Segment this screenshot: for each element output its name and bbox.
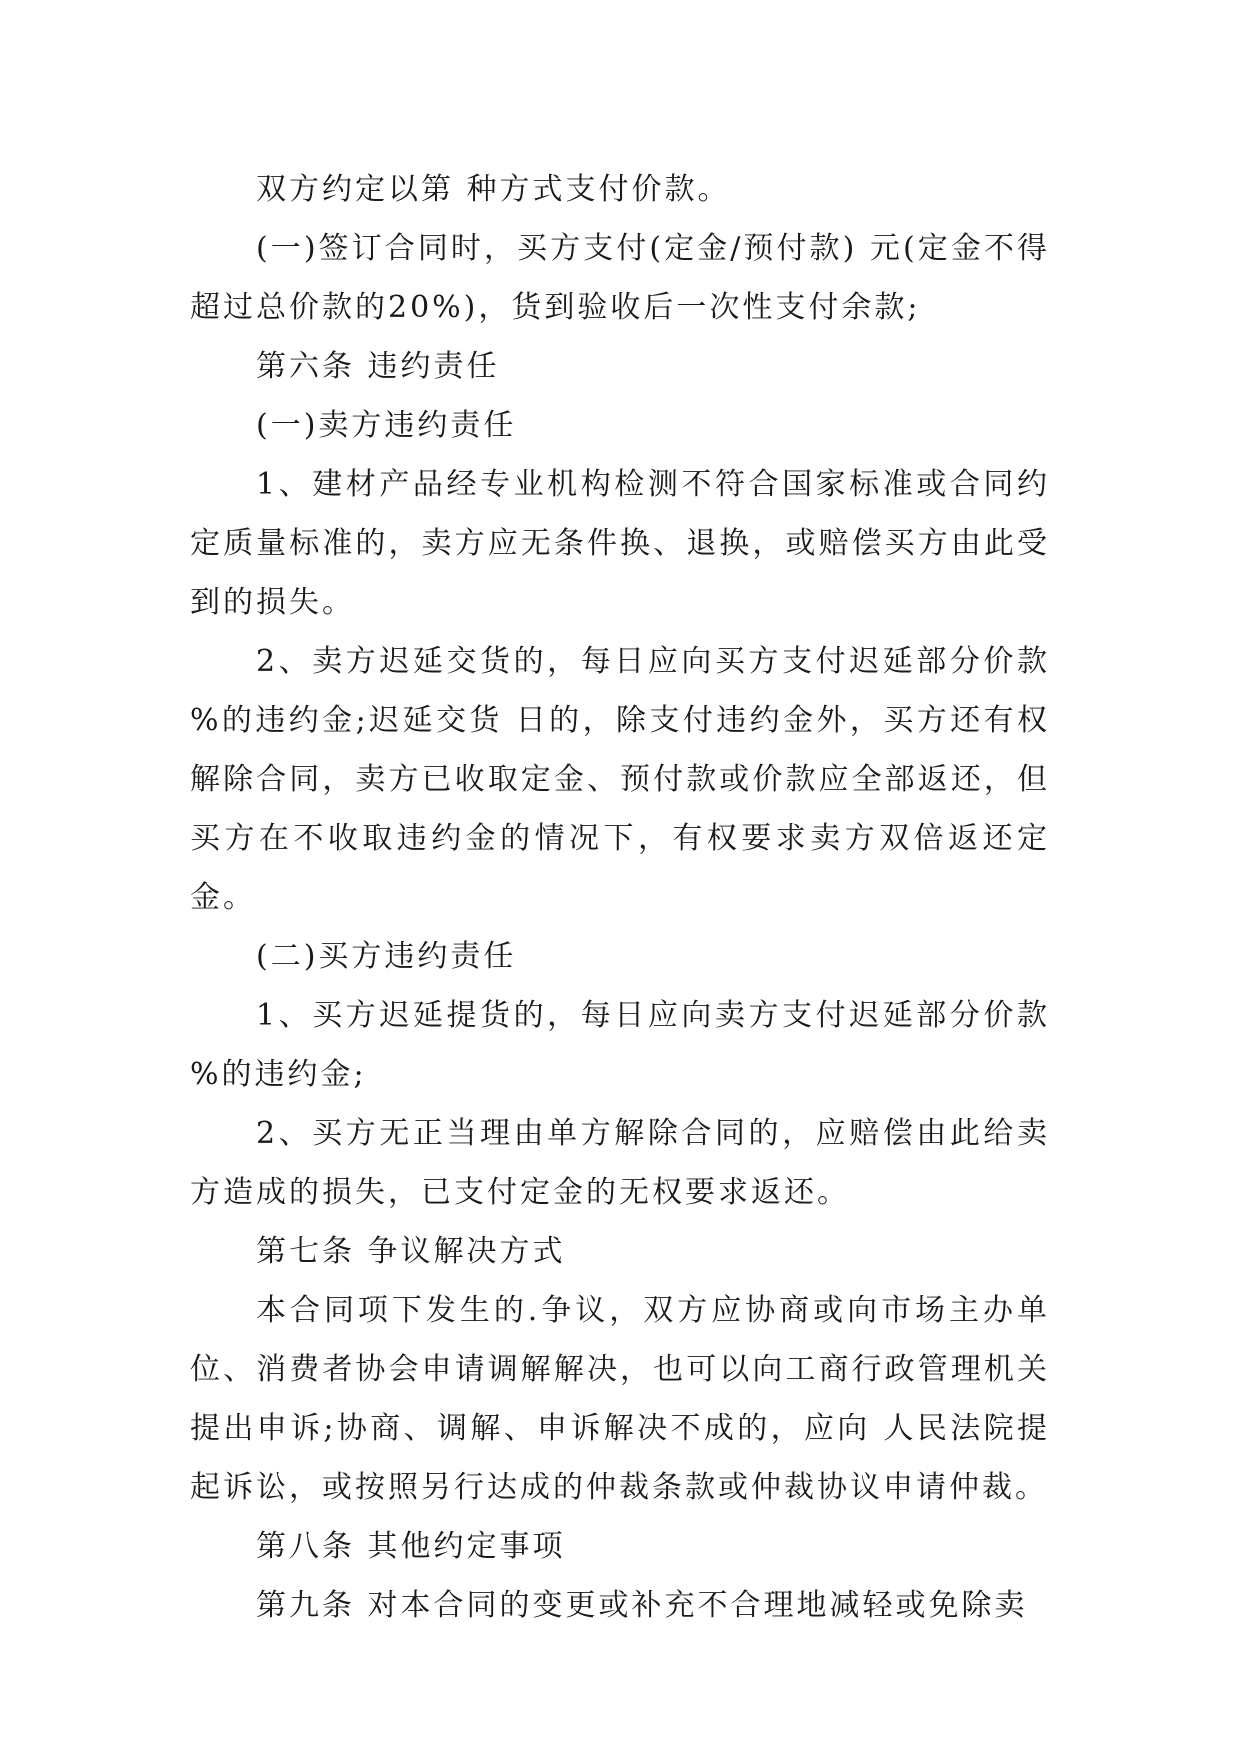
article-six-heading: 第六条 违约责任 <box>256 349 500 384</box>
article-nine-paragraph: 第九条 对本合同的变更或补充不合理地减轻或免除卖 <box>256 1588 1028 1623</box>
seller-liability-heading: (一)卖方违约责任 <box>256 408 517 443</box>
article-seven-heading: 第七条 争议解决方式 <box>256 1234 566 1269</box>
document-body <box>190 160 1050 1635</box>
buyer-liability-heading: (二)买方违约责任 <box>256 939 517 974</box>
payment-method-paragraph: 双方约定以第 种方式支付价款。 <box>256 172 731 207</box>
deposit-clause-paragraph: (一)签订合同时，买方支付(定金/预付款) 元(定金不得超过总价款的20%)，货到验收后一次性支付余款; <box>190 231 1050 325</box>
buyer-liability-item-1: 1、买方迟延提货的，每日应向卖方支付迟延部分价款 %的违约金; <box>190 998 1050 1092</box>
dispute-resolution-paragraph: 本合同项下发生的.争议，双方应协商或向市场主办单位、消费者协会申请调解解决，也可以向工商行政管理机关提出申诉;协商、调解、申诉解决不成的，应向 人民法院提起诉讼，或按照另行达成的仲裁条款或仲裁协议申请仲裁。 <box>190 1293 1050 1505</box>
seller-liability-item-1: 1、建材产品经专业机构检测不符合国家标准或合同约定质量标准的，卖方应无条件换、退换，或赔偿买方由此受到的损失。 <box>190 467 1050 620</box>
article-eight-heading: 第八条 其他约定事项 <box>256 1529 566 1564</box>
seller-liability-item-2: 2、卖方迟延交货的，每日应向买方支付迟延部分价款 %的违约金;迟延交货 日的，除支付违约金外，买方还有权解除合同，卖方已收取定金、预付款或价款应全部返还，但买方在不收取违约金的情况下，有权要求卖方双倍返还定金。 <box>190 644 1050 915</box>
buyer-liability-item-2: 2、买方无正当理由单方解除合同的，应赔偿由此给卖方造成的损失，已支付定金的无权要求返还。 <box>190 1116 1050 1210</box>
